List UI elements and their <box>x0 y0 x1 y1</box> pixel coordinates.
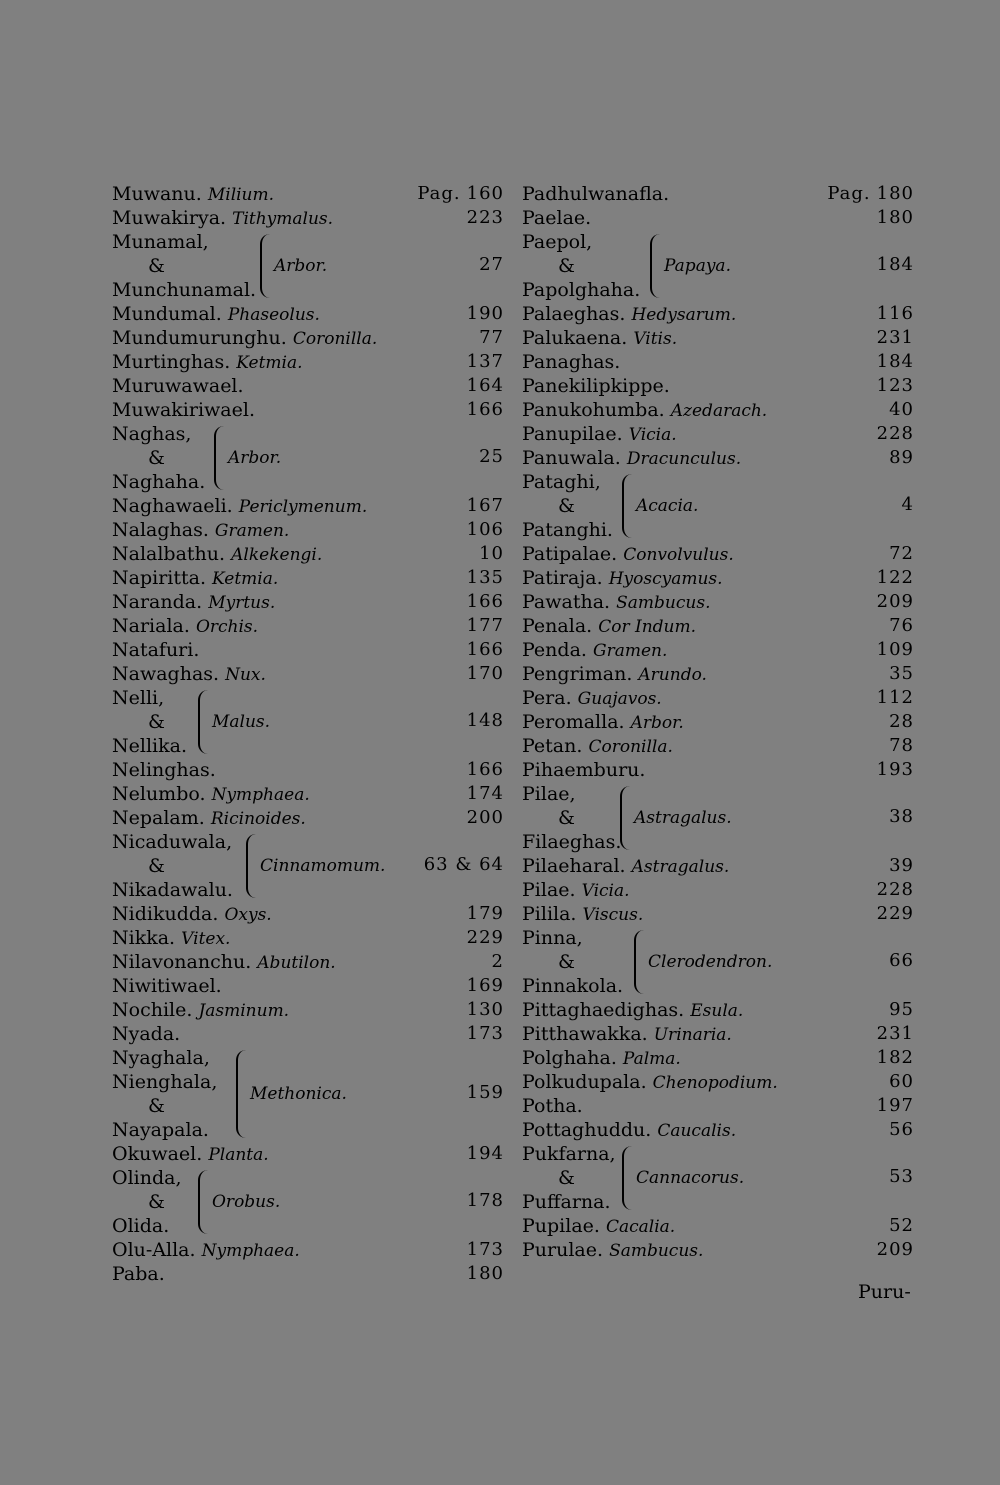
entry-term: Pupilae. <box>522 1215 600 1237</box>
index-entry <box>522 206 914 230</box>
entry-term: Nelinghas. <box>112 759 216 781</box>
index-entry <box>522 902 914 926</box>
entry-page-number: 170 <box>466 663 504 684</box>
ampersand: & <box>148 855 165 877</box>
entry-latin-name: Esula. <box>690 1001 744 1021</box>
entry-term: Panupilae. <box>522 423 623 445</box>
index-entry-group <box>522 1142 914 1214</box>
brace-icon <box>214 426 225 490</box>
entry-latin-name: Azedarach. <box>670 401 768 421</box>
index-entry <box>112 1022 504 1046</box>
entry-term: Pilaeharal. <box>522 855 626 877</box>
index-entry <box>522 1118 914 1142</box>
entry-latin-name: Arbor. <box>274 256 328 276</box>
entry-latin-name: Sambucus. <box>609 1241 704 1261</box>
index-column-left <box>112 182 504 1286</box>
entry-term: Pilila. <box>522 903 577 925</box>
index-entry <box>522 662 914 686</box>
entry-page-number: 109 <box>876 639 914 660</box>
index-entry <box>522 1022 914 1046</box>
entry-term: Nochile. <box>112 999 193 1021</box>
entry-latin-name: Jasminum. <box>198 1001 290 1021</box>
entry-latin-name: Vicia. <box>581 881 630 901</box>
entry-latin-name: Acacia. <box>636 496 699 516</box>
entry-page-number: 184 <box>876 254 914 275</box>
index-entry-group <box>112 1046 504 1142</box>
entry-page-number: 180 <box>876 207 914 228</box>
entry-term: Pilae. <box>522 879 576 901</box>
index-entry <box>522 374 914 398</box>
entry-term: Nepalam. <box>112 807 205 829</box>
entry-latin-name: Gramen. <box>214 521 290 541</box>
index-entry <box>112 590 504 614</box>
index-entry-group <box>112 686 504 758</box>
index-entry-group <box>112 830 504 902</box>
index-entry <box>112 542 504 566</box>
index-entry <box>522 422 914 446</box>
entry-latin-name: Chenopodium. <box>652 1073 778 1093</box>
entry-page-number: 76 <box>889 615 914 636</box>
entry-page-number: 167 <box>466 495 504 516</box>
entry-page-number: 177 <box>466 615 504 636</box>
ampersand: & <box>558 255 575 277</box>
index-entry <box>522 302 914 326</box>
entry-term: Naranda. <box>112 591 203 613</box>
entry-page-number: Pag. 180 <box>827 183 914 204</box>
entry-term: Nawaghas. <box>112 663 220 685</box>
entry-term: Pinna, <box>522 927 583 949</box>
entry-term: Muruwawael. <box>112 375 244 397</box>
entry-page-number: 166 <box>466 399 504 420</box>
entry-page-number: 166 <box>466 639 504 660</box>
index-entry <box>522 854 914 878</box>
entry-latin-name: Orobus. <box>212 1192 281 1212</box>
entry-term: Olida. <box>112 1215 170 1237</box>
entry-term: Naghaha. <box>112 471 206 493</box>
index-entry <box>522 1094 914 1118</box>
brace-icon <box>650 234 661 298</box>
entry-page-number: 231 <box>876 327 914 348</box>
entry-latin-name: Vitis. <box>633 329 678 349</box>
index-entry <box>112 926 504 950</box>
index-entry <box>112 566 504 590</box>
entry-page-number: 63 & 64 <box>423 854 504 875</box>
entry-latin-name: Myrtus. <box>208 593 276 613</box>
entry-page-number: 223 <box>466 207 504 228</box>
entry-latin-name: Dracunculus. <box>626 449 742 469</box>
entry-page-number: 53 <box>889 1166 914 1187</box>
index-entry <box>522 758 914 782</box>
entry-term: Naghas, <box>112 423 192 445</box>
entry-term: Nyaghala, <box>112 1047 210 1069</box>
entry-term: Patiraja. <box>522 567 603 589</box>
entry-page-number: 116 <box>876 303 914 324</box>
entry-page-number: 130 <box>466 999 504 1020</box>
entry-term: Palaeghas. <box>522 303 626 325</box>
entry-latin-name: Papaya. <box>664 256 731 276</box>
entry-term: Peromalla. <box>522 711 625 733</box>
entry-term: Paepol, <box>522 231 593 253</box>
entry-term: Penala. <box>522 615 593 637</box>
entry-term: Nayapala. <box>112 1119 209 1141</box>
entry-page-number: 229 <box>876 903 914 924</box>
entry-page-number: 40 <box>889 399 914 420</box>
entry-term: Pihaemburu. <box>522 759 646 781</box>
entry-latin-name: Methonica. <box>250 1084 347 1104</box>
brace-icon <box>622 474 633 538</box>
index-entry <box>522 614 914 638</box>
entry-term: Olu-Alla. <box>112 1239 196 1261</box>
entry-term: Purulae. <box>522 1239 604 1261</box>
entry-page-number: 166 <box>466 759 504 780</box>
entry-term: Muwakirya. <box>112 207 227 229</box>
entry-term: Pataghi, <box>522 471 601 493</box>
entry-term: Olinda, <box>112 1167 182 1189</box>
entry-page-number: 60 <box>889 1071 914 1092</box>
entry-term: Murtinghas. <box>112 351 231 373</box>
entry-page-number: 179 <box>466 903 504 924</box>
brace-icon <box>246 834 257 898</box>
entry-page-number: 148 <box>466 710 504 731</box>
entry-latin-name: Cannacorus. <box>636 1168 745 1188</box>
entry-page-number: 72 <box>889 543 914 564</box>
entry-latin-name: Ketmia. <box>212 569 279 589</box>
entry-latin-name: Phaseolus. <box>227 305 320 325</box>
index-column-right <box>522 182 914 1262</box>
index-entry <box>522 734 914 758</box>
entry-page-number: 178 <box>466 1190 504 1211</box>
index-entry <box>522 182 914 206</box>
entry-page-number: 28 <box>889 711 914 732</box>
entry-term: Panekilipkippe. <box>522 375 670 397</box>
entry-latin-name: Clerodendron. <box>648 952 773 972</box>
entry-latin-name: Malus. <box>212 712 271 732</box>
entry-term: Pitthawakka. <box>522 1023 648 1045</box>
index-entry <box>112 182 504 206</box>
entry-term: Padhulwanafla. <box>522 183 670 205</box>
entry-latin-name: Oxys. <box>224 905 272 925</box>
entry-term: Paelae. <box>522 207 592 229</box>
entry-page-number: 200 <box>466 807 504 828</box>
index-entry <box>112 1142 504 1166</box>
pag-label: Pag. <box>827 183 871 204</box>
index-entry <box>112 614 504 638</box>
catchword: Puru- <box>858 1281 911 1303</box>
entry-page-number: 66 <box>889 950 914 971</box>
entry-page-number: 137 <box>466 351 504 372</box>
entry-term: Pawatha. <box>522 591 611 613</box>
entry-page-number: 95 <box>889 999 914 1020</box>
entry-term: Niwitiwael. <box>112 975 222 997</box>
brace-icon <box>622 1146 633 1210</box>
index-entry <box>112 206 504 230</box>
brace-icon <box>198 1170 209 1234</box>
entry-page-number: 2 <box>491 951 504 972</box>
index-entry-group <box>522 470 914 542</box>
entry-term: Nikka. <box>112 927 176 949</box>
entry-page-number: 89 <box>889 447 914 468</box>
entry-term: Pilae, <box>522 783 576 805</box>
entry-term: Munamal, <box>112 231 209 253</box>
entry-term: Nellika. <box>112 735 187 757</box>
index-entry <box>112 662 504 686</box>
entry-page-number: Pag. 160 <box>417 183 504 204</box>
index-entry <box>522 398 914 422</box>
ampersand: & <box>148 255 165 277</box>
entry-page-number: 174 <box>466 783 504 804</box>
entry-latin-name: Cinnamomum. <box>260 856 386 876</box>
brace-icon <box>198 690 209 754</box>
entry-latin-name: Periclymenum. <box>238 497 368 517</box>
index-entry <box>522 350 914 374</box>
entry-latin-name: Alkekengi. <box>231 545 323 565</box>
index-entry <box>112 758 504 782</box>
ampersand: & <box>558 495 575 517</box>
entry-term: Paba. <box>112 1263 165 1285</box>
entry-term: Muwanu. <box>112 183 202 205</box>
index-entry <box>112 326 504 350</box>
entry-page-number: 194 <box>466 1143 504 1164</box>
entry-latin-name: Urinaria. <box>653 1025 732 1045</box>
brace-icon <box>634 930 645 994</box>
entry-term: Pinnakola. <box>522 975 624 997</box>
entry-page-number: 135 <box>466 567 504 588</box>
ampersand: & <box>558 951 575 973</box>
ampersand: & <box>558 807 575 829</box>
entry-latin-name: Cacalia. <box>606 1217 676 1237</box>
entry-latin-name: Cor Indum. <box>598 617 697 637</box>
entry-page-number: 164 <box>466 375 504 396</box>
entry-page-number: 180 <box>466 1263 504 1284</box>
entry-term: Filaeghas. <box>522 831 622 853</box>
entry-page-number: 169 <box>466 975 504 996</box>
entry-latin-name: Vicia. <box>628 425 677 445</box>
entry-page-number: 77 <box>479 327 504 348</box>
index-entry <box>112 374 504 398</box>
index-entry <box>112 902 504 926</box>
entry-term: Nienghala, <box>112 1071 218 1093</box>
entry-page-number: 173 <box>466 1239 504 1260</box>
entry-page-number: 190 <box>466 303 504 324</box>
index-entry <box>112 398 504 422</box>
entry-latin-name: Abutilon. <box>257 953 336 973</box>
entry-term: Pengriman. <box>522 663 633 685</box>
entry-latin-name: Nymphaea. <box>201 1241 300 1261</box>
entry-term: Nilavonanchu. <box>112 951 252 973</box>
index-entry <box>522 446 914 470</box>
entry-page-number: 39 <box>889 855 914 876</box>
index-entry <box>522 1070 914 1094</box>
entry-term: Pera. <box>522 687 572 709</box>
brace-icon <box>260 234 271 298</box>
entry-term: Polghaha. <box>522 1047 617 1069</box>
index-entry <box>522 566 914 590</box>
entry-page-number: 193 <box>876 759 914 780</box>
entry-latin-name: Tithymalus. <box>232 209 334 229</box>
index-entry <box>112 1238 504 1262</box>
entry-term: Naghawaeli. <box>112 495 233 517</box>
entry-page-number: 182 <box>876 1047 914 1068</box>
entry-page-number: 229 <box>466 927 504 948</box>
entry-page-number: 209 <box>876 1239 914 1260</box>
entry-page-number: 112 <box>876 687 914 708</box>
index-entry <box>522 998 914 1022</box>
index-entry-group <box>522 782 914 854</box>
entry-page-number: 106 <box>466 519 504 540</box>
index-entry <box>112 302 504 326</box>
entry-latin-name: Nux. <box>225 665 266 685</box>
index-entry <box>112 518 504 542</box>
entry-latin-name: Sambucus. <box>616 593 711 613</box>
index-entry <box>522 1046 914 1070</box>
entry-term: Pukfarna, <box>522 1143 616 1165</box>
entry-latin-name: Ketmia. <box>236 353 303 373</box>
index-entry <box>522 1214 914 1238</box>
index-entry <box>522 710 914 734</box>
index-entry <box>522 1238 914 1262</box>
ampersand: & <box>558 1167 575 1189</box>
index-entry-group <box>112 230 504 302</box>
index-entry <box>112 494 504 518</box>
index-entry <box>522 878 914 902</box>
entry-term: Palukaena. <box>522 327 628 349</box>
entry-latin-name: Vitex. <box>181 929 231 949</box>
entry-term: Nalaghas. <box>112 519 209 541</box>
entry-term: Polkudupala. <box>522 1071 647 1093</box>
entry-latin-name: Coronilla. <box>588 737 673 757</box>
entry-latin-name: Arundo. <box>638 665 707 685</box>
entry-latin-name: Guajavos. <box>577 689 662 709</box>
entry-latin-name: Astragalus. <box>634 808 732 828</box>
entry-term: Natafuri. <box>112 639 200 661</box>
entry-term: Petan. <box>522 735 583 757</box>
index-entry <box>522 326 914 350</box>
entry-page-number: 173 <box>466 1023 504 1044</box>
index-entry <box>522 590 914 614</box>
entry-latin-name: Milium. <box>207 185 275 205</box>
entry-latin-name: Convolvulus. <box>623 545 734 565</box>
index-entry-group <box>112 1166 504 1238</box>
entry-latin-name: Hedysarum. <box>631 305 737 325</box>
entry-page-number: 10 <box>479 543 504 564</box>
entry-page-number: 209 <box>876 591 914 612</box>
entry-page-number: 197 <box>876 1095 914 1116</box>
index-entry-group <box>522 926 914 998</box>
entry-latin-name: Gramen. <box>593 641 668 661</box>
index-entry <box>112 974 504 998</box>
brace-icon <box>620 786 631 850</box>
index-entry <box>522 638 914 662</box>
index-entry <box>112 950 504 974</box>
entry-page-number: 231 <box>876 1023 914 1044</box>
entry-term: Penda. <box>522 639 587 661</box>
entry-term: Patanghi. <box>522 519 613 541</box>
entry-page-number: 228 <box>876 423 914 444</box>
index-entry <box>522 686 914 710</box>
entry-term: Nelli, <box>112 687 165 709</box>
entry-latin-name: Orchis. <box>195 617 259 637</box>
entry-term: Panaghas. <box>522 351 621 373</box>
index-entry <box>112 806 504 830</box>
entry-term: Nidikudda. <box>112 903 219 925</box>
index-entry <box>112 638 504 662</box>
entry-page-number: 159 <box>466 1082 504 1103</box>
entry-term: Nicaduwala, <box>112 831 233 853</box>
entry-latin-name: Arbor. <box>630 713 684 733</box>
entry-term: Mundumal. <box>112 303 222 325</box>
entry-page-number: 184 <box>876 351 914 372</box>
entry-page-number: 56 <box>889 1119 914 1140</box>
index-entry <box>522 542 914 566</box>
entry-latin-name: Astragalus. <box>631 857 730 877</box>
entry-term: Panukohumba. <box>522 399 665 421</box>
entry-latin-name: Caucalis. <box>657 1121 737 1141</box>
entry-latin-name: Nymphaea. <box>211 785 310 805</box>
entry-term: Nyada. <box>112 1023 181 1045</box>
ampersand: & <box>148 1191 165 1213</box>
entry-page-number: 25 <box>479 446 504 467</box>
entry-term: Potha. <box>522 1095 583 1117</box>
entry-term: Nalalbathu. <box>112 543 226 565</box>
index-entry <box>112 998 504 1022</box>
entry-latin-name: Palma. <box>622 1049 681 1069</box>
entry-term: Okuwael. <box>112 1143 203 1165</box>
index-entry <box>112 782 504 806</box>
brace-icon <box>236 1050 247 1138</box>
entry-term: Nikadawalu. <box>112 879 233 901</box>
entry-page-number: 166 <box>466 591 504 612</box>
entry-page-number: 52 <box>889 1215 914 1236</box>
entry-page-number: 4 <box>901 494 914 515</box>
index-entry-group <box>112 422 504 494</box>
entry-latin-name: Planta. <box>208 1145 269 1165</box>
entry-term: Panuwala. <box>522 447 621 469</box>
entry-term: Munchunamal. <box>112 279 257 301</box>
index-entry <box>112 350 504 374</box>
entry-latin-name: Arbor. <box>228 448 282 468</box>
entry-term: Mundumurunghu. <box>112 327 287 349</box>
ampersand: & <box>148 711 165 733</box>
entry-term: Nelumbo. <box>112 783 206 805</box>
index-entry <box>112 1262 504 1286</box>
entry-term: Pottaghuddu. <box>522 1119 652 1141</box>
entry-latin-name: Ricinoides. <box>210 809 306 829</box>
entry-term: Papolghaha. <box>522 279 641 301</box>
entry-term: Patipalae. <box>522 543 618 565</box>
entry-page-number: 122 <box>876 567 914 588</box>
entry-page-number: 27 <box>479 254 504 275</box>
entry-page-number: 78 <box>889 735 914 756</box>
entry-term: Nariala. <box>112 615 190 637</box>
pag-label: Pag. <box>417 183 461 204</box>
entry-page-number: 228 <box>876 879 914 900</box>
index-entry-group <box>522 230 914 302</box>
entry-latin-name: Hyoscyamus. <box>608 569 723 589</box>
entry-term: Napiritta. <box>112 567 206 589</box>
entry-term: Muwakiriwael. <box>112 399 255 421</box>
ampersand: & <box>148 1095 165 1117</box>
entry-term: Pittaghaedighas. <box>522 999 685 1021</box>
ampersand: & <box>148 447 165 469</box>
entry-page-number: 35 <box>889 663 914 684</box>
entry-page-number: 123 <box>876 375 914 396</box>
entry-latin-name: Viscus. <box>582 905 644 925</box>
entry-page-number: 38 <box>889 806 914 827</box>
entry-term: Puffarna. <box>522 1191 611 1213</box>
entry-latin-name: Coronilla. <box>292 329 378 349</box>
